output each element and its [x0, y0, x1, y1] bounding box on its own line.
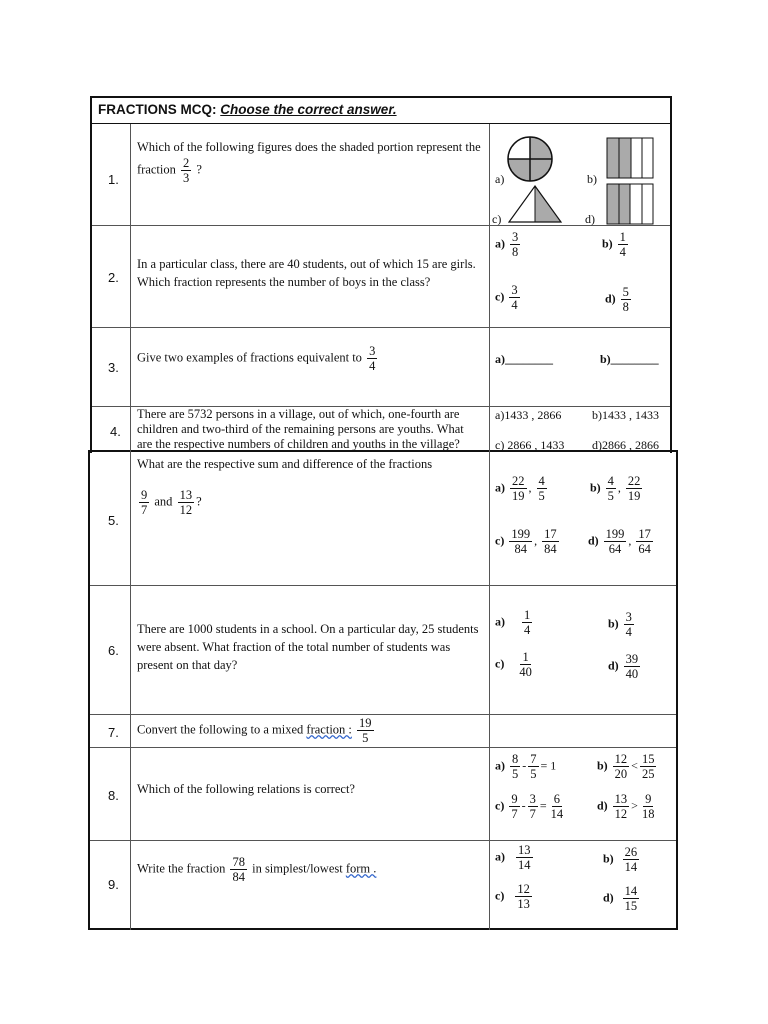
q8-option-a[interactable]: a) $\frac{8}{5}$ - $\frac{7}{5}$ = 1 — [495, 752, 557, 781]
q8-number: 8. — [108, 788, 119, 803]
rectangle-strips-figure-2 — [606, 183, 654, 225]
q5-text: What are the respective sum and difference of the fractions — [137, 457, 433, 471]
q9-option-b[interactable]: b) $\frac{26}{14}$ — [603, 845, 638, 874]
q2-option-b[interactable]: b) $\frac{1}{4}$ — [602, 230, 626, 259]
q2-text: In a particular class, there are 40 students, out of which 15 are girls. Which fraction represents the number of boys in the class? — [137, 257, 476, 289]
q4-option-c[interactable]: c) 2866 , 1433 — [495, 438, 565, 452]
q4-number: 4. — [110, 424, 121, 439]
q5-number: 5. — [108, 513, 119, 528]
q1-option-d[interactable]: d) — [585, 212, 595, 226]
q7-text: Convert the following to a mixed fraction : $\frac{19}{5}$ — [137, 716, 372, 745]
q4-text: There are 5732 persons in a village, out of which, one-fourth are children and two-third of the remaining persons are youths. What are the respective numbers of children and youths in the village? — [137, 407, 464, 451]
q8-option-b[interactable]: b) $\frac{12}{20}$ < $\frac{15}{25}$ — [597, 752, 655, 781]
q2-option-c[interactable]: c) $\frac{3}{4}$ — [495, 283, 518, 312]
circle-figure — [505, 134, 555, 184]
q9-option-a[interactable]: a) $\frac{13}{14}$ — [495, 843, 531, 872]
q6-text: There are 1000 students in a school. On a particular day, 25 students were absent. What fraction of the total number of students was present on that day? — [137, 622, 479, 672]
q1-number: 1. — [108, 172, 119, 187]
q6-option-d[interactable]: d) $\frac{39}{40}$ — [608, 652, 639, 681]
q8-option-c[interactable]: c) $\frac{9}{7}$ - $\frac{3}{7}$ = $\frac{6}{14}$ — [495, 792, 564, 821]
q7-number: 7. — [108, 725, 119, 740]
q3-answer-b[interactable]: b)________ — [600, 352, 659, 366]
q5-option-c[interactable]: c) $\frac{199}{84}$ , $\frac{17}{84}$ — [495, 527, 557, 556]
q9-option-c[interactable]: c) $\frac{12}{13}$ — [495, 882, 530, 911]
q9-number: 9. — [108, 877, 119, 892]
q6-number: 6. — [108, 643, 119, 658]
q3-text: Give two examples of fractions equivalent to $\frac{3}{4}$ — [137, 344, 376, 373]
q8-text: Which of the following relations is correct? — [137, 782, 355, 796]
q5-option-b[interactable]: b) $\frac{4}{5}$ , $\frac{22}{19}$ — [590, 474, 641, 503]
q2-option-d[interactable]: d) $\frac{5}{8}$ — [605, 285, 629, 314]
triangle-figure — [508, 184, 563, 224]
q4-option-d[interactable]: d)2866 , 2866 — [592, 438, 659, 452]
q1-text: Which of the following figures does the shaded portion represent the fraction $\frac{2}{3}$ ? — [137, 140, 481, 185]
q9-text: Write the fraction $\frac{78}{84}$ in simplest/lowest form . — [137, 855, 377, 884]
q2-number: 2. — [108, 270, 119, 285]
q5-option-d[interactable]: d) $\frac{199}{64}$ , $\frac{17}{64}$ — [588, 527, 651, 556]
q1-option-a[interactable]: a) — [495, 172, 505, 186]
q5-fractions: $\frac{9}{7}$ and $\frac{13}{12}$ ? — [141, 488, 202, 517]
q6-option-b[interactable]: b) $\frac{3}{4}$ — [608, 610, 632, 639]
q4-option-b[interactable]: b)1433 , 1433 — [592, 408, 659, 422]
worksheet-title: FRACTIONS MCQ: Choose the correct answer. — [92, 98, 670, 124]
q4-option-a[interactable]: a)1433 , 2866 — [495, 408, 562, 422]
q9-option-d[interactable]: d) $\frac{14}{15}$ — [603, 884, 638, 913]
q2-option-a[interactable]: a) $\frac{3}{8}$ — [495, 230, 519, 259]
q5-option-a[interactable]: a) $\frac{22}{19}$ , $\frac{4}{5}$ — [495, 474, 545, 503]
q8-option-d[interactable]: d) $\frac{13}{12}$ > $\frac{9}{18}$ — [597, 792, 655, 821]
q6-option-a[interactable]: a) $\frac{1}{4}$ — [495, 608, 531, 637]
rectangle-strips-figure — [606, 137, 654, 179]
q6-option-c[interactable]: c) $\frac{1}{40}$ — [495, 650, 532, 679]
q3-number: 3. — [108, 360, 119, 375]
q1-option-b[interactable]: b) — [587, 172, 597, 186]
q1-option-c[interactable]: c) — [492, 212, 502, 226]
q3-answer-a[interactable]: a)________ — [495, 352, 553, 366]
